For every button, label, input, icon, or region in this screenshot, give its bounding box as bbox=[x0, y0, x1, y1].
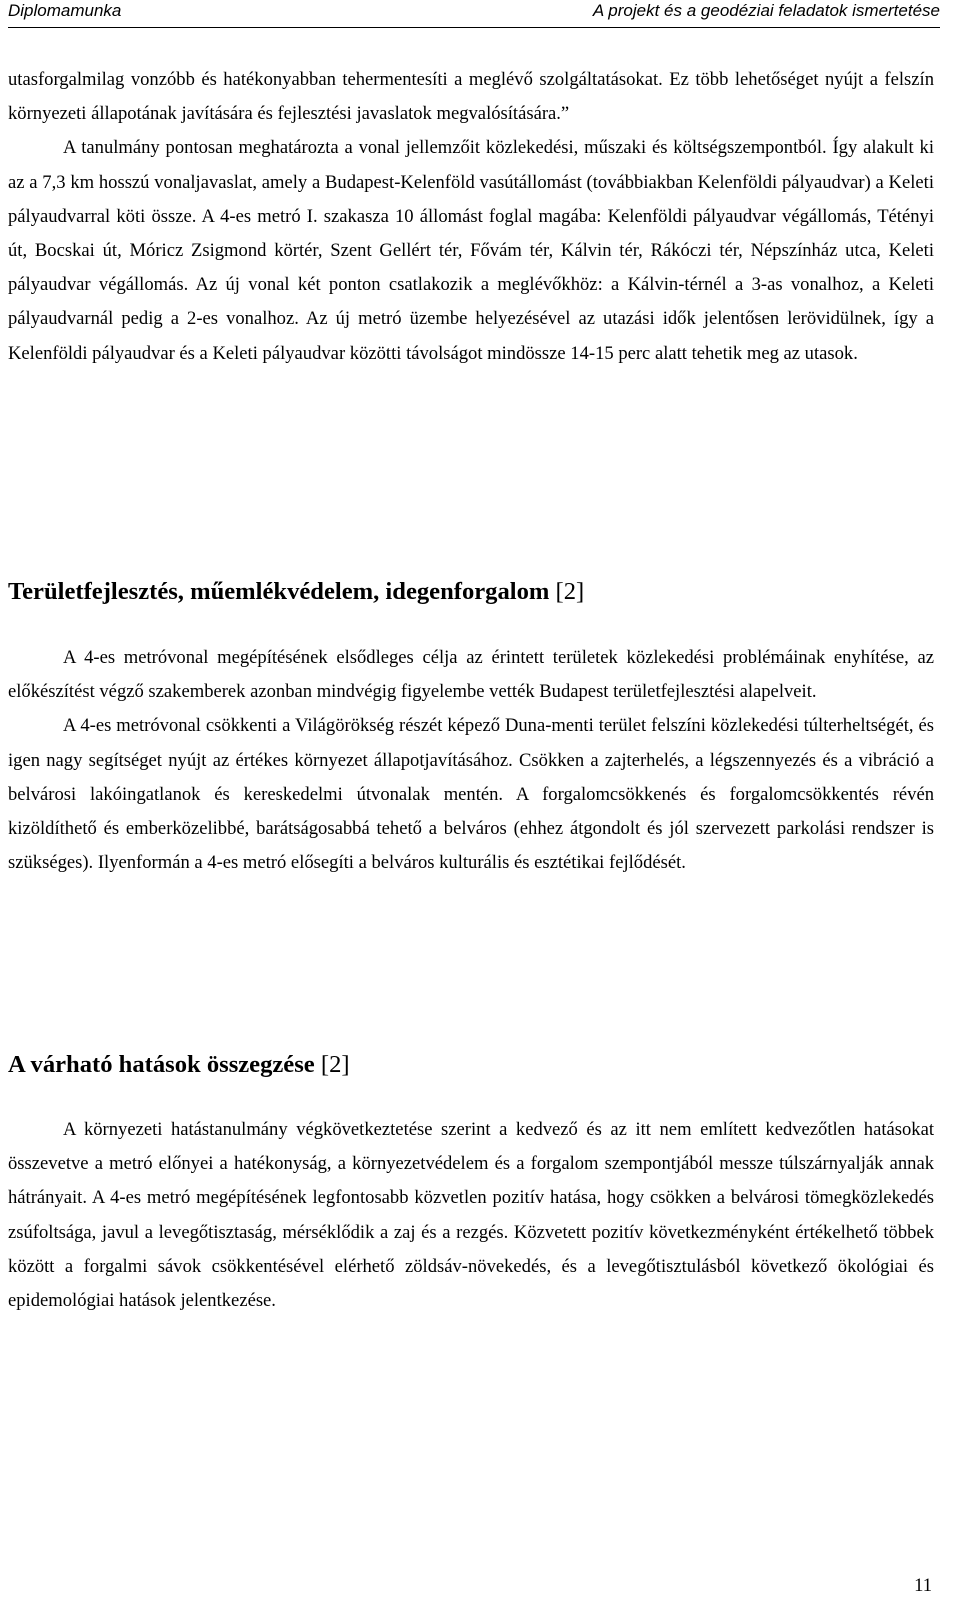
page-header bbox=[8, 0, 940, 24]
header-chapter-title: A projekt és a geodéziai feladatok ismertetése bbox=[592, 1, 940, 20]
development-text-block bbox=[8, 641, 934, 880]
section-heading-summary bbox=[8, 1050, 934, 1080]
page-number: 11 bbox=[914, 1575, 932, 1596]
summary-paragraph: A környezeti hatástanulmány végkövetkeztetése szerint a kedvező és az itt nem említett kedvezőtlen hatásokat összevetve a metró előnyei a hatékonyság, a környezetvédelem és a forgalom szempontjából messze túlszárnyalják annak hátrányait. A 4-es metró megépítésének legfontosabb közvetlen pozitív hatása, hogy csökken a belvárosi tömegközlekedés zsúfoltsága, javul a levegőtisztaság, mérséklődik a zaj és a rezgés. Közvetett pozitív következményként értékelhető többek között a forgalmi sávok csökkentésével elérhető zöldsáv-növekedés, és a levegőtisztulásból következő ökológiai és epidemológiai hatások jelentkezése. bbox=[8, 1119, 934, 1312]
intro-paragraph-continued: utasforgalmilag vonzóbb és hatékonyabban tehermentesíti a meglévő szolgáltatásokat. Ez több lehetőséget nyújt a felszín környezeti állapotának javítására és fejlesztési javaslatok megvalósítására.” bbox=[8, 69, 934, 125]
header-divider bbox=[8, 27, 940, 28]
development-paragraph-2: A 4-es metróvonal csökkenti a Világörökség részét képező Duna-menti terület felszíni közlekedési túlterheltségét, és igen nagy segítséget nyújt az értékes környezet állapotjavításához. Csökken a zajterhelés, a légszennyezés és a vibráció a belvárosi lakóingatlanok és kereskedelmi útvonalak mentén. A forgalomcsökkenés és forgalomcsökkentés révén kizöldíthető és emberközelibbé, barátságosabbá tehető a belváros (ehhez átgondolt és jól szervezett parkolási rendszer is szükséges). Ilyenformán a 4-es metró elősegíti a belváros kulturális és esztétikai fejlődését. bbox=[8, 715, 934, 874]
section-heading-development-ref: [2] bbox=[555, 578, 585, 605]
section-heading-summary-title: A várható hatások összegzése bbox=[8, 1051, 315, 1078]
section-heading-development bbox=[8, 577, 934, 607]
section-heading-summary-ref: [2] bbox=[320, 1051, 350, 1078]
summary-text-block bbox=[8, 1113, 934, 1318]
intro-paragraph-route: A tanulmány pontosan meghatározta a vonal jellemzőit közlekedési, műszaki és költségszempontból. Így alakult ki az a 7,3 km hosszú vonaljavaslat, amely a Budapest-Kelenföld vasútállomást (továbbiakban Kelenföldi pályaudvar) a Keleti pályaudvarral köti össze. A 4-es metró I. szakasza 10 állomást foglal magába: Kelenföldi pályaudvar végállomás, Tétényi út, Bocskai út, Móricz Zsigmond körtér, Szent Gellért tér, Fővám tér, Kálvin tér, Rákóczi tér, Népszínház utca, Keleti pályaudvar végállomás. Az új vonal két ponton csatlakozik a meglévőkhöz: a Kálvin-térnél a 3-as vonalhoz, a Keleti pályaudvarnál pedig a 2-es vonalhoz. Az új metró üzembe helyezésével az utazási idők jelentősen lerövidülnek, így a Kelenföldi pályaudvar és a Keleti pályaudvar közötti távolságot mindössze 14-15 perc alatt tehetik meg az utasok. bbox=[8, 137, 934, 364]
section-heading-development-title: Területfejlesztés, műemlékvédelem, idegenforgalom bbox=[8, 578, 550, 605]
intro-text-block bbox=[8, 63, 934, 371]
development-paragraph-1: A 4-es metróvonal megépítésének elsődleges célja az érintett területek közlekedési problémáinak enyhítése, az előkészítést végző szakemberek azonban mindvégig figyelembe vették Budapest területfejlesztési alapelveit. bbox=[8, 647, 934, 703]
header-document-type: Diplomamunka bbox=[8, 1, 122, 20]
